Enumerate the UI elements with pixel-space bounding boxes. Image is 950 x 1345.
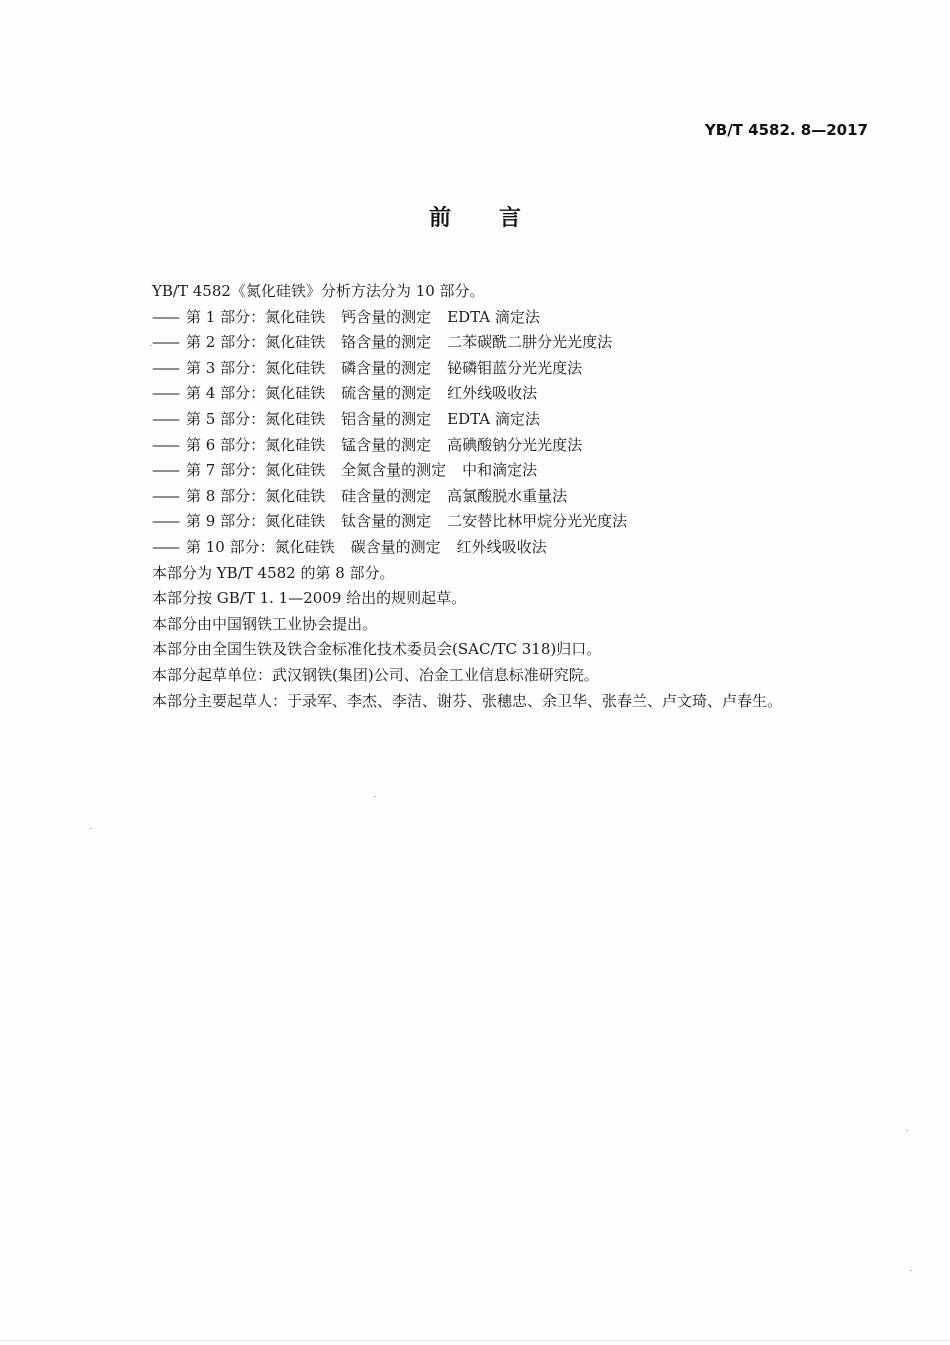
material-name: 氮化硅铁 (265, 409, 326, 428)
part-line (152, 433, 872, 459)
method-name: 铋磷钼蓝分光光度法 (447, 358, 583, 377)
standard-code: YB/T 4582. 8—2017 (704, 121, 868, 139)
part-line (152, 458, 872, 484)
statement-drafting-rules: 本部分按 GB/T 1. 1—2009 给出的规则起草。 (152, 589, 467, 608)
page-title: 前言 (428, 206, 569, 231)
determination-item: 铝含量的测定 (341, 409, 432, 428)
part-number: 第 4 部分： (186, 384, 266, 403)
part-line (152, 407, 872, 433)
part-number: 第 2 部分： (186, 333, 266, 352)
statement-committee: 本部分由全国生铁及铁合金标准化技术委员会(SAC/TC 318)归口。 (152, 640, 602, 659)
part-line (152, 381, 872, 407)
determination-item: 锰含量的测定 (341, 435, 432, 454)
method-name: 中和滴定法 (462, 461, 538, 480)
statement-part-number: 本部分为 YB/T 4582 的第 8 部分。 (152, 563, 395, 582)
material-name: 氮化硅铁 (265, 307, 326, 326)
determination-item: 磷含量的测定 (341, 358, 432, 377)
material-name: 氮化硅铁 (265, 358, 326, 377)
material-name: 氮化硅铁 (274, 537, 335, 556)
part-number: 第 1 部分： (186, 307, 266, 326)
material-name: 氮化硅铁 (265, 384, 326, 403)
method-name: 红外线吸收法 (447, 384, 538, 403)
material-name: 氮化硅铁 (265, 486, 326, 505)
part-line (152, 356, 872, 382)
determination-item: 铬含量的测定 (341, 333, 432, 352)
material-name: 氮化硅铁 (265, 461, 326, 480)
part-number: 第 7 部分： (186, 461, 266, 480)
part-line (152, 509, 872, 535)
scan-speck (90, 828, 92, 829)
em-dash: —— (152, 358, 178, 377)
part-number: 第 8 部分： (186, 486, 266, 505)
em-dash: —— (152, 409, 178, 428)
method-name: EDTA 滴定法 (447, 409, 540, 428)
page-bottom-edge (0, 1340, 950, 1341)
em-dash: —— (152, 384, 178, 403)
determination-item: 全氮含量的测定 (341, 461, 447, 480)
material-name: 氮化硅铁 (265, 333, 326, 352)
determination-item: 硫含量的测定 (341, 384, 432, 403)
part-number: 第 10 部分： (186, 537, 275, 556)
intro-line: YB/T 4582《氮化硅铁》分析方法分为 10 部分。 (152, 282, 485, 300)
part-number: 第 5 部分： (186, 409, 266, 428)
method-name: 二安替比林甲烷分光光度法 (447, 512, 628, 531)
determination-item: 硅含量的测定 (341, 486, 432, 505)
em-dash: —— (152, 435, 178, 454)
method-name: 红外线吸收法 (456, 537, 547, 556)
method-name: 高碘酸钠分光光度法 (447, 435, 583, 454)
em-dash: —— (152, 512, 178, 531)
scan-speck (910, 1270, 912, 1271)
statement-drafting-units: 本部分起草单位：武汉钢铁(集团)公司、冶金工业信息标准研究院。 (152, 665, 599, 684)
material-name: 氮化硅铁 (265, 512, 326, 531)
part-line (152, 305, 872, 331)
part-number: 第 3 部分： (186, 358, 266, 377)
foreword-body (152, 279, 872, 714)
material-name: 氮化硅铁 (265, 435, 326, 454)
part-line (152, 484, 872, 510)
method-name: EDTA 滴定法 (447, 307, 540, 326)
em-dash: —— (152, 486, 178, 505)
part-number: 第 9 部分： (186, 512, 266, 531)
scan-speck (374, 796, 376, 797)
em-dash: —— (152, 461, 178, 480)
em-dash: —— (152, 537, 178, 556)
determination-item: 钙含量的测定 (341, 307, 432, 326)
part-line (152, 535, 872, 561)
em-dash: —— (152, 333, 178, 352)
determination-item: 碳含量的测定 (350, 537, 441, 556)
part-number: 第 6 部分： (186, 435, 266, 454)
scan-speck (150, 345, 152, 346)
statement-drafters: 本部分主要起草人：于录军、李杰、李洁、谢芬、张穗忠、余卫华、张春兰、卢文琦、卢春生。 (152, 691, 783, 710)
statement-proposer: 本部分由中国钢铁工业协会提出。 (152, 614, 378, 633)
method-name: 二苯碳酰二肼分光光度法 (447, 333, 613, 352)
em-dash: —— (152, 307, 178, 326)
scan-speck (906, 1130, 908, 1131)
part-line (152, 330, 872, 356)
determination-item: 钛含量的测定 (341, 512, 432, 531)
method-name: 高氯酸脱水重量法 (447, 486, 568, 505)
